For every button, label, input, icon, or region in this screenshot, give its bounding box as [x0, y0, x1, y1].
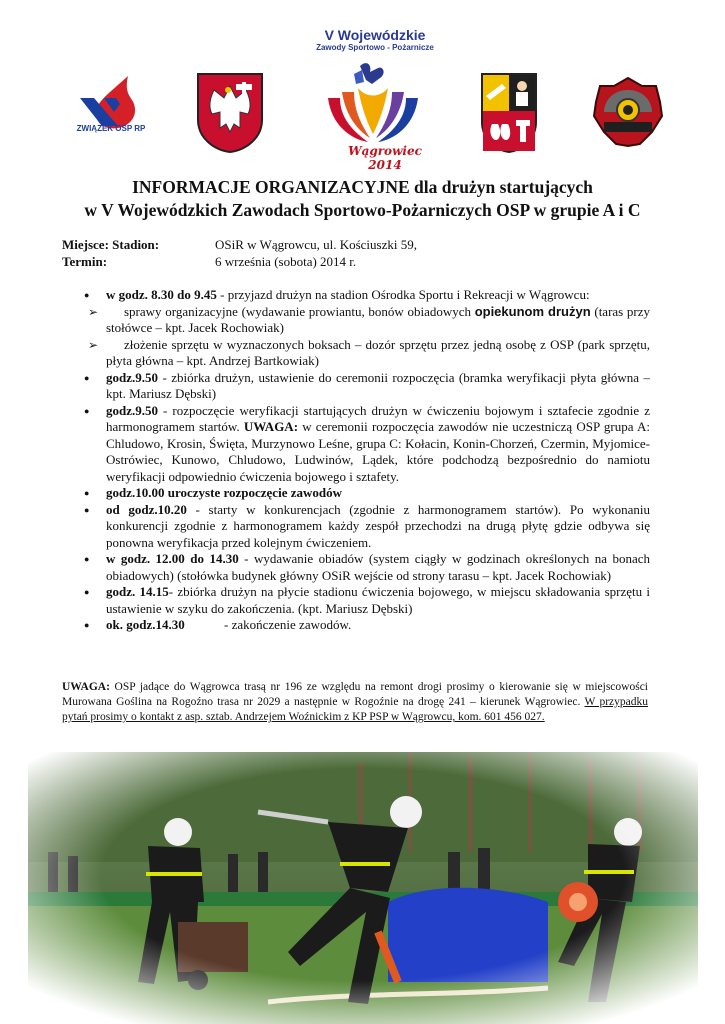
schedule-item — [62, 617, 650, 634]
sub-item-highlight: opiekunom drużyn — [474, 303, 591, 319]
event-title-line2: Zawody Sportowo - Pożarnicze — [316, 43, 434, 53]
schedule-item — [62, 551, 650, 584]
note-label: UWAGA: — [62, 681, 110, 693]
item-time: godz. 14.15 — [106, 584, 169, 599]
event-caption: Wągrowiec 2014 — [348, 144, 422, 172]
sub-list — [106, 304, 650, 370]
schedule — [62, 287, 650, 634]
schedule-item — [62, 584, 650, 617]
place-label: Miejsce: Stadion: — [62, 237, 160, 252]
item-text: - przyjazd drużyn na stadion Ośrodka Sportu i Rekreacji w Wągrowcu: — [216, 287, 590, 302]
schedule-list — [62, 287, 650, 634]
item-text: godz.10.00 uroczyste rozpoczęcie zawodów — [106, 485, 342, 500]
schedule-item — [62, 485, 650, 502]
event-title — [300, 28, 450, 53]
county-crest-icon — [480, 72, 538, 154]
note-text: OSP jadące do Wągrowca trasą nr 196 ze względu na remont drogi prosimy o kierowanie się w miejscowości Murowana Goślina na Rogoźno trasa nr 2029 a następnie w Rogoźnie na drogę 241 – kierunek Wągrowiec. — [62, 681, 648, 708]
item-time: w godz. 12.00 do 14.30 — [106, 551, 239, 566]
item-time: od godz.10.20 — [106, 501, 187, 517]
sub-item — [106, 304, 650, 337]
item-text: - starty w konkurencjach (zgodnie z harmonogramem startów). Po wykonaniu konkurencji zgodnie z harmonogramem każdy zespół przechodzi na drugą płytę gdzie odbywa się ponowna weryfikacja przed kolejnym ćwiczeniem. — [106, 501, 650, 550]
sub-item-text: złożenie sprzętu w wyznaczonych boksach – dozór sprzętu przez jedną osobę z OSP (park sprzętu, płyta główna – kpt. Andrzej Bartkowiak) — [106, 336, 650, 368]
title-line2: w V Wojewódzkich Zawodach Sportowo-Pożarniczych OSP w grupie A i C — [84, 200, 641, 220]
date-value: 6 września (sobota) 2014 r. — [215, 254, 357, 269]
eagle-crest-icon — [196, 72, 264, 154]
schedule-item — [62, 287, 650, 370]
event-title-line1: V Wojewódzkie — [324, 27, 426, 43]
logo-row — [0, 0, 725, 170]
route-note — [62, 680, 648, 725]
date-label: Termin: — [62, 254, 108, 269]
date-row — [62, 253, 417, 270]
schedule-item — [62, 403, 650, 486]
event-meta — [62, 236, 417, 270]
item-text: - rozpoczęcie weryfikacji startujących drużyn w ćwiczeniu bojowym i sztafecie zgodnie z harmonogramem startów. — [106, 402, 650, 434]
item-text: - zbiórka drużyn, ustawienie do ceremonii rozpoczęcia (bramka weryfikacji płyta główna – kpt. Mariusz Dębski) — [106, 369, 650, 401]
firefighters-photo — [28, 752, 698, 1024]
event-emblem-icon — [318, 58, 428, 148]
item-text: - zbiórka drużyn na płycie stadionu ćwiczenia bojowego, w miejscu składowania sprzętu i ustawienie w szyku do zakończenia. (kpt. Mariusz Dębski) — [106, 584, 651, 616]
item-text: - zakończenie zawodów. — [224, 617, 352, 632]
item-text: - wydawanie obiadów (system ciągły w godzinach określonych na bonach obiadowych) (stołówka budynek główny OSiR wejście od strony tarasu – kpt. Jacek Rochowiak) — [106, 551, 650, 583]
schedule-item — [62, 370, 650, 403]
osp-logo-text: ZWIĄZEK OSP RP — [76, 124, 146, 133]
item-warning: UWAGA: — [243, 419, 299, 434]
place-row — [62, 236, 417, 253]
item-time: w godz. 8.30 do 9.45 — [106, 287, 217, 302]
sub-item-text: (taras przy stołówce – kpt. Jacek Rochowiak) — [106, 303, 651, 335]
item-time: godz.9.50 — [106, 369, 158, 385]
item-time: ok. godz.14.30 — [106, 617, 185, 632]
item-time: godz.9.50 — [106, 402, 158, 418]
place-value: OSiR w Wągrowcu, ul. Kościuszki 59, — [215, 237, 417, 252]
title-line1: INFORMACJE ORGANIZACYJNE dla drużyn startujących — [132, 177, 593, 197]
note-contact: W przypadku pytań prosimy o kontakt z asp. sztab. Andrzejem Woźnickim z KP PSP w Wągrowcu, kom. 601 456 027. — [62, 696, 648, 723]
psp-badge-icon — [592, 76, 664, 148]
schedule-item — [62, 502, 650, 552]
item-text: w ceremonii rozpoczęcia zawodów nie uczestniczą OSP grupa A: Chludowo, Krosin, Święta, Murzynowo Leśne, grupa C: Kołacin, Konin-Chorzeń, Czermin, Myjomice-Ostrówiec, Kunowo, Chludowo, Ludwinów, Lądek, które podchodzą bezpośrednio do namiotu weryfikacji odpowiednio ćwiczenia bojowego i sztafety. — [106, 419, 650, 484]
sub-item — [106, 337, 650, 370]
page-title — [30, 176, 695, 222]
sub-item-text: sprawy organizacyjne (wydawanie prowiantu, bonów obiadowych — [124, 303, 475, 319]
